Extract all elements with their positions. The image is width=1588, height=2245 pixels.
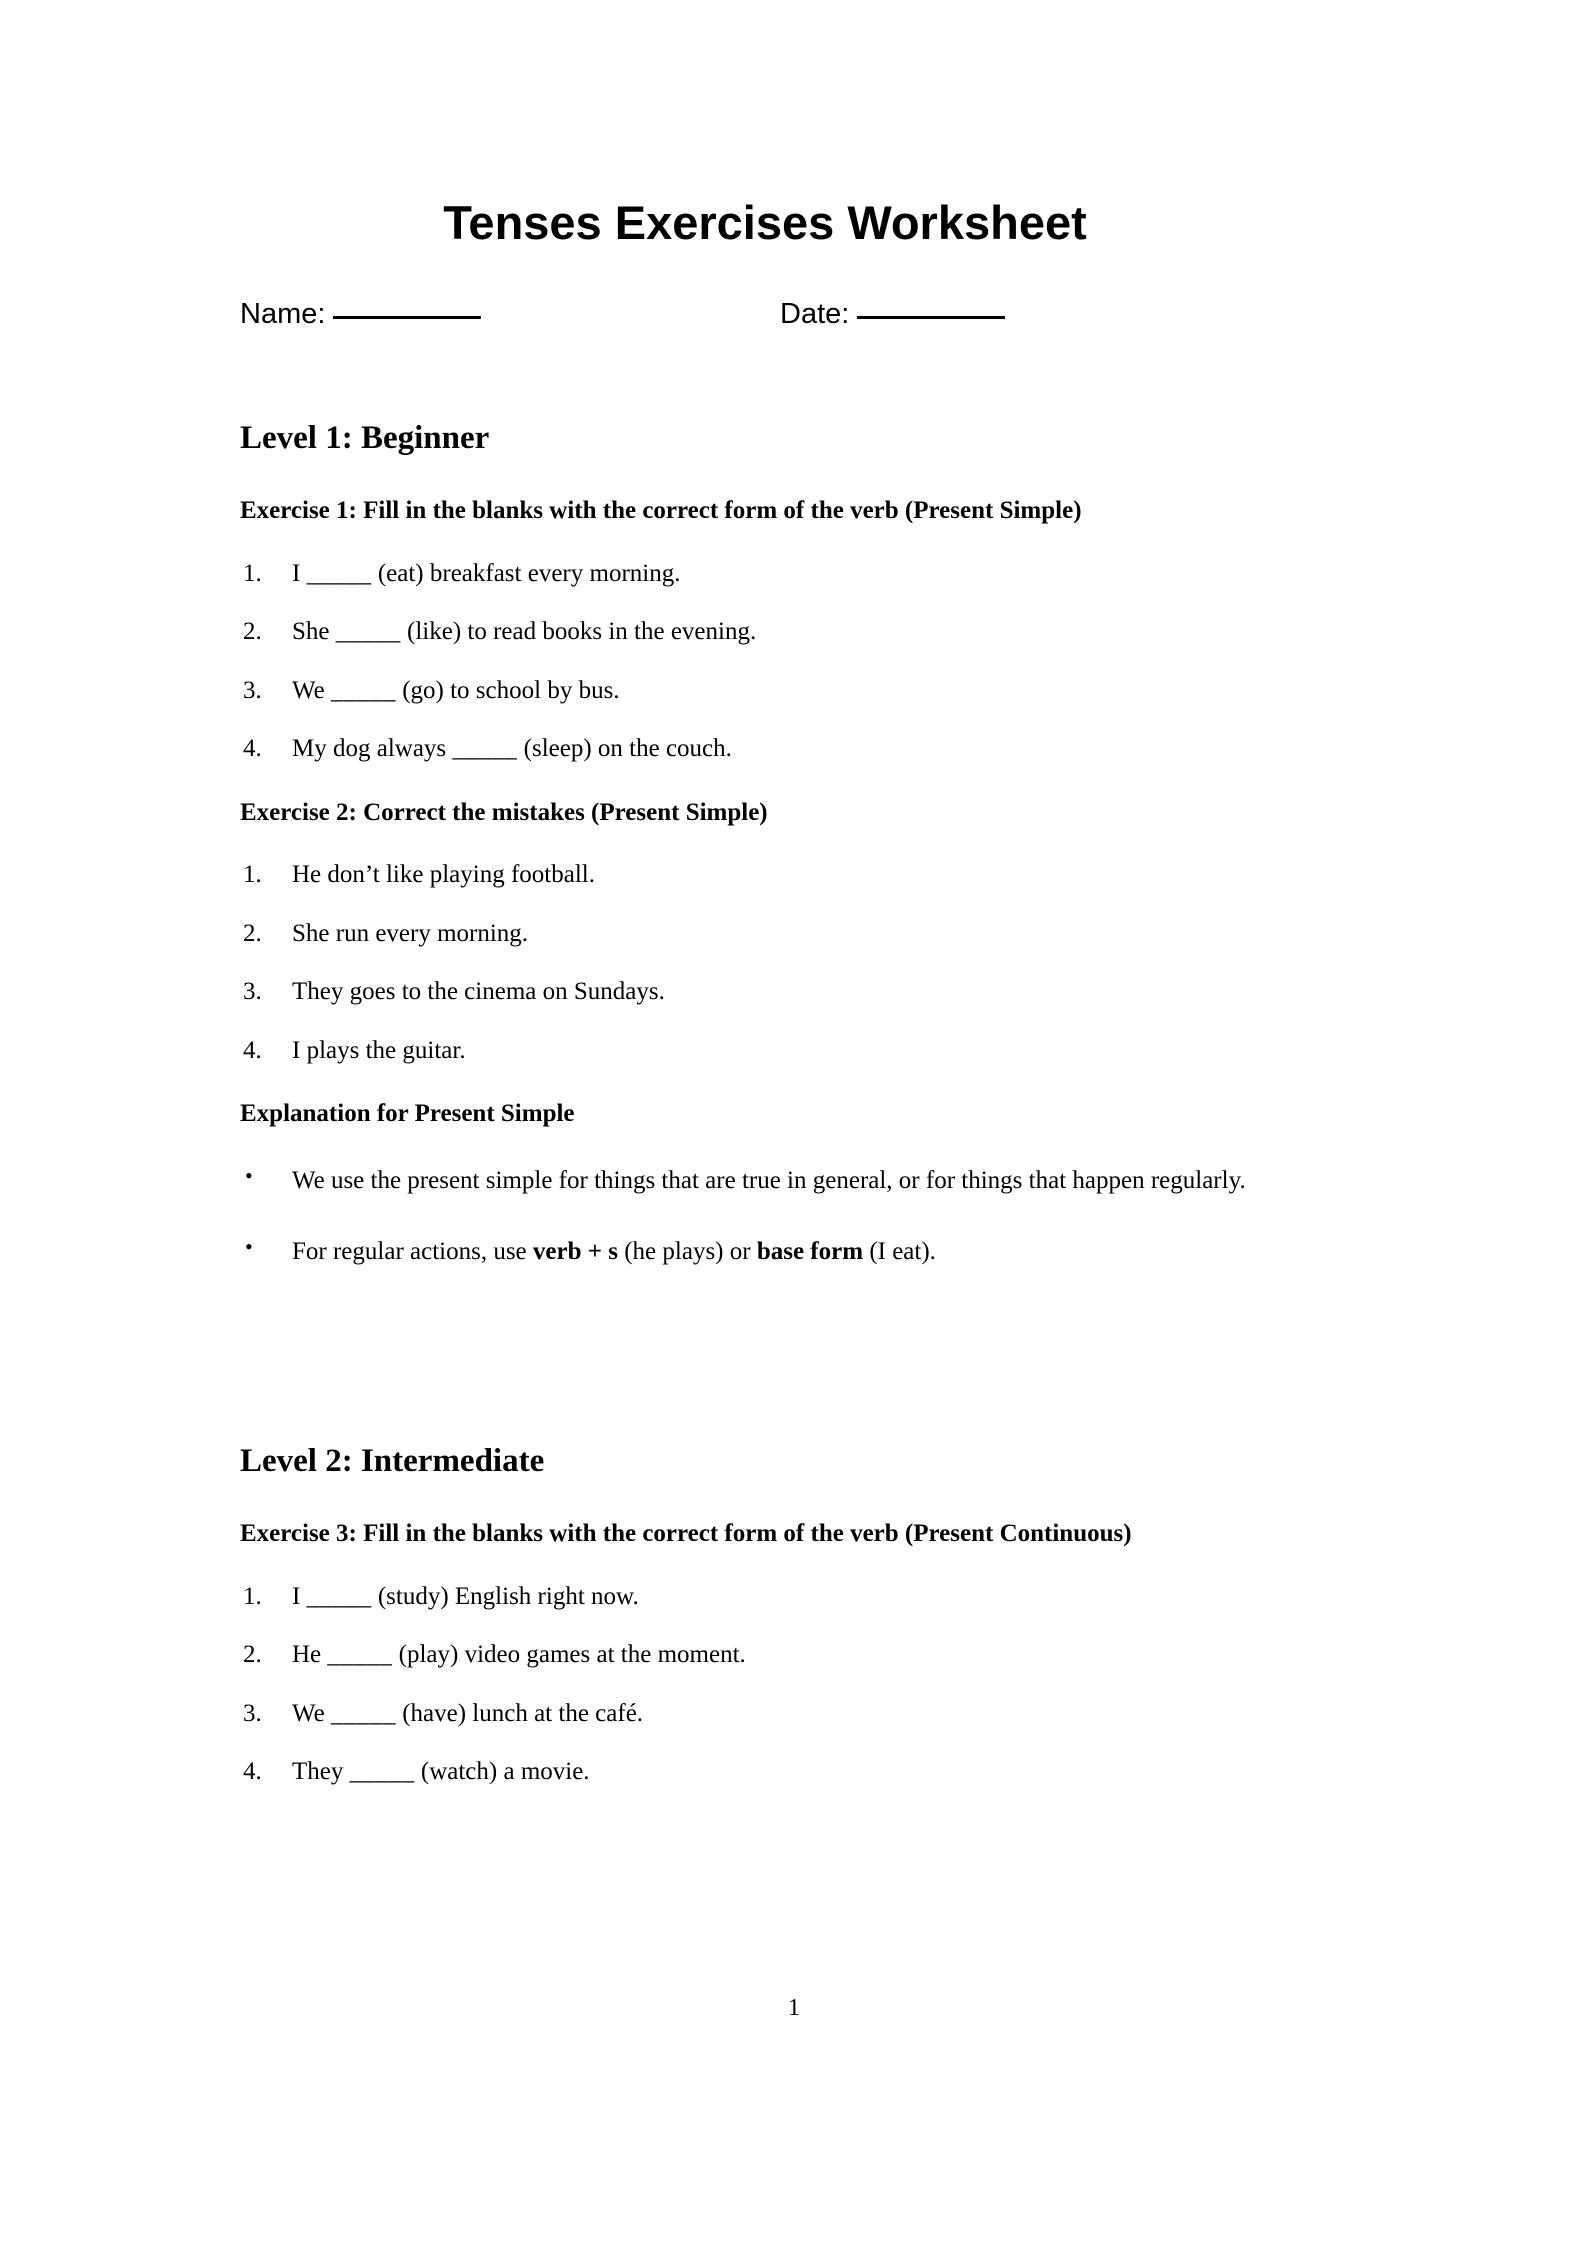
bullet-text: We use the present simple for things that are true in general, or for things that happen regularly. [292, 1166, 1246, 1194]
item-text-pre: We [292, 676, 331, 704]
bullet-text-part1: For regular actions, use [292, 1237, 533, 1265]
list-marker: 1. [243, 861, 262, 889]
bullet-text-part2: (he plays) or [617, 1237, 757, 1265]
exercise-2-heading: Exercise 2: Correct the mistakes (Present Simple) [240, 798, 768, 826]
item-text-pre: I [292, 559, 307, 587]
page-title: Tenses Exercises Worksheet [443, 196, 1087, 249]
item-text-post: (sleep) on the couch. [517, 735, 732, 763]
date-write-line[interactable] [857, 316, 1005, 319]
list-item [240, 731, 1290, 767]
name-field[interactable] [240, 298, 481, 331]
date-label: Date: [780, 298, 850, 331]
item-text-post: (like) to read books in the evening. [400, 618, 757, 646]
answer-blank[interactable]: _____ [306, 559, 372, 587]
exercise-3-heading: Exercise 3: Fill in the blanks with the correct form of the verb (Present Continuous) [240, 1520, 1132, 1548]
answer-blank[interactable]: _____ [330, 1699, 396, 1727]
item-text-post: (play) video games at the moment. [392, 1641, 746, 1669]
list-marker: 4. [243, 1036, 262, 1064]
exercise-1-heading: Exercise 1: Fill in the blanks with the correct form of the verb (Present Simple) [240, 497, 1082, 525]
bullet-icon: • [245, 1233, 253, 1259]
level-1-heading: Level 1: Beginner [240, 420, 490, 457]
item-text-pre: She [292, 618, 336, 646]
item-text-post: (eat) breakfast every morning. [371, 559, 681, 587]
item-text-pre: I [292, 1582, 307, 1610]
list-item [240, 556, 1290, 592]
list-item [240, 1696, 1290, 1732]
answer-blank[interactable]: _____ [335, 618, 401, 646]
item-text-post: (have) lunch at the café. [395, 1699, 644, 1727]
list-marker: 1. [243, 1582, 262, 1610]
list-marker: 2. [243, 919, 262, 947]
exercise-2-list [240, 857, 1290, 1068]
list-marker: 2. [243, 1641, 262, 1669]
answer-blank[interactable]: _____ [327, 1641, 393, 1669]
list-item [240, 857, 1290, 893]
item-text-pre: He [292, 1641, 328, 1669]
answer-blank[interactable]: _____ [349, 1758, 415, 1786]
list-item [240, 916, 1290, 952]
explanation-bullet-list [240, 1159, 1290, 1273]
bullet-text-part3: (I eat). [863, 1237, 936, 1265]
list-item [240, 1579, 1290, 1615]
list-item [240, 1033, 1290, 1069]
list-marker: 2. [243, 618, 262, 646]
page-number: 1 [788, 1995, 800, 2021]
list-marker: 3. [243, 676, 262, 704]
item-text-post: (go) to school by bus. [395, 676, 620, 704]
bullet-bold-base-form: base form [756, 1237, 864, 1265]
bullet-icon: • [245, 1162, 253, 1188]
item-text-pre: They goes to the cinema on Sundays. [292, 978, 665, 1006]
answer-blank[interactable]: _____ [306, 1582, 372, 1610]
item-text-pre: They [292, 1758, 350, 1786]
list-marker: 1. [243, 559, 262, 587]
item-text-pre: We [292, 1699, 331, 1727]
list-item [240, 1159, 1290, 1202]
list-item [240, 673, 1290, 709]
item-text-post: (watch) a movie. [414, 1758, 590, 1786]
name-write-line[interactable] [333, 316, 481, 319]
list-marker: 3. [243, 1699, 262, 1727]
item-text-pre: She run every morning. [292, 919, 529, 947]
name-label: Name: [240, 298, 326, 331]
list-marker: 4. [243, 1758, 262, 1786]
explanation-heading: Explanation for Present Simple [240, 1100, 575, 1128]
list-item [240, 1754, 1290, 1790]
item-text-post: (study) English right now. [371, 1582, 639, 1610]
name-date-row [240, 298, 1290, 354]
exercise-1-list [240, 556, 1290, 767]
list-item [240, 1637, 1290, 1673]
item-text-pre: He don’t like playing football. [292, 861, 595, 889]
answer-blank[interactable]: _____ [452, 735, 518, 763]
exercise-3-list [240, 1579, 1290, 1790]
list-marker: 3. [243, 978, 262, 1006]
item-text-pre: I plays the guitar. [292, 1036, 466, 1064]
list-item [240, 974, 1290, 1010]
list-item [240, 614, 1290, 650]
level-2-heading: Level 2: Intermediate [240, 1442, 545, 1479]
item-text-pre: My dog always [292, 735, 453, 763]
page-content [240, 0, 1290, 1790]
bullet-bold-verb-plus-s: verb + s [532, 1237, 618, 1265]
list-item [240, 1230, 1290, 1273]
list-marker: 4. [243, 735, 262, 763]
answer-blank[interactable]: _____ [330, 676, 396, 704]
date-field[interactable] [780, 298, 1005, 331]
